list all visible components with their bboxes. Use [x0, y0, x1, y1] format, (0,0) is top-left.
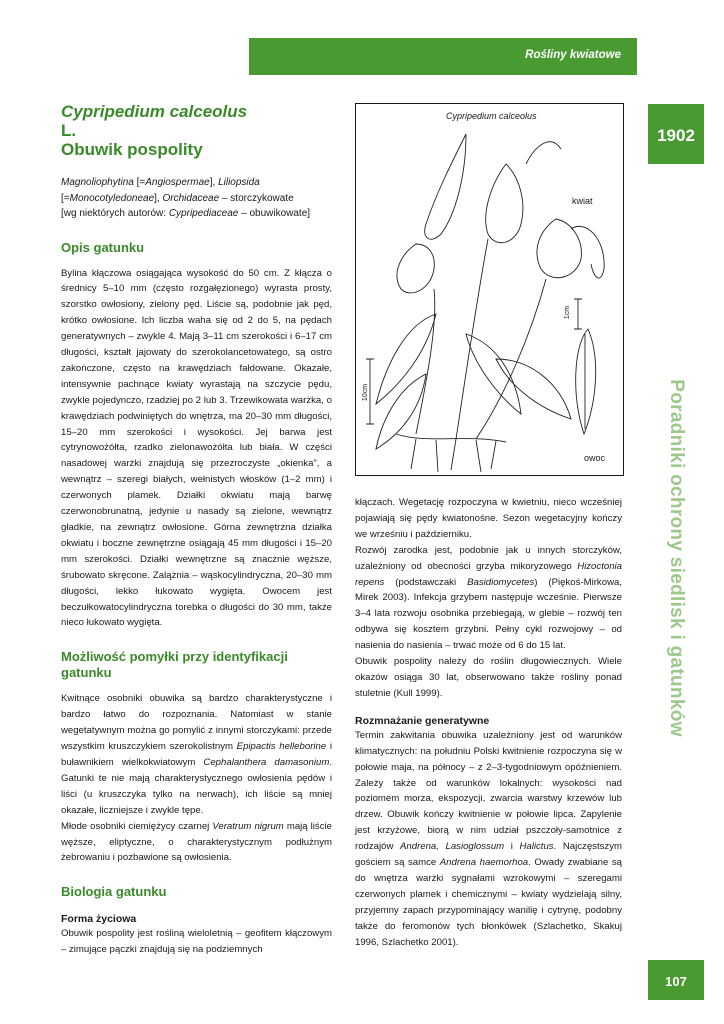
tax-part: – storczykowate [219, 192, 294, 204]
taxonomy [61, 175, 332, 222]
species-code: 1902 [657, 126, 695, 145]
heading-rozmnazanie: Rozmnażanie generatywne [355, 714, 490, 727]
text-run: i buławnikiem wielkokwiatowym [61, 741, 332, 768]
heading-biologia: Biologia gatunku [61, 884, 167, 900]
scale-1cm: 1cm [564, 305, 572, 320]
orchid-drawing [356, 104, 623, 475]
tax-part: [= [133, 177, 146, 188]
polish-name: Obuwik pospolity [61, 140, 203, 159]
left-column [61, 102, 332, 958]
right-paragraph-3: Obuwik pospolity należy do roślin długowiecznych. Wiele okazów osiąga 30 lat, obserwowano także rośliny ponad stuletnie (Kull 1999). [355, 656, 622, 699]
pomylka-paragraph-2 [61, 819, 332, 867]
tax-part: [wg niektórych autorów: [61, 208, 169, 219]
text-run: . Owady zwabiane są do wnętrza warżki sygnałami wzrokowymi – szeregami czerwonych plamek i chemicznymi – kwiaty wydzielają silny, przyjemny zapach przypominający wanilię i cytrynę, podobny także do feromonów tych błonkówek (Szlachetko, Skakuj 1996, Szlachetko 2001). [355, 857, 623, 948]
series-title-vertical: Poradniki ochrony siedlisk i gatunków [666, 379, 687, 737]
text-run: ) (Piękoś-Mirkowa, Mirek 2003). Infekcja grzybem następuje wcześnie. Pierwsze 3–4 lata rozwoju osobnika przebiegają, w glebie – rozwój ten odbywa się kosztem grzybni. Pełny cykl rozwojowy – od nasienia do nasienia – trwać może od 6 do 15 lat. [355, 576, 622, 652]
text-run: Termin zakwitania obuwika uzależniony jest od warunków klimatycznych: na południu Polski kwitnienie rozpoczyna się w połowie maja, na północy – z 2–3-tygodniowym opóźnieniem. Zależy także od warunków lokalnych: wysokości nad poziomem morza, ekspozycji, zwarcia warstwy krzewów lub drzew. Obuwik kończy kwitnienie w połowie lipca. Zapylenie jest krzyżowe, biorą w nim udział pszczoły-samotnice z rodzajów [355, 729, 622, 853]
species-code-tab [648, 104, 704, 164]
tax-part: [= [61, 192, 70, 204]
heading-opis: Opis gatunku [61, 239, 145, 255]
text-run: Basidiomycetes [467, 576, 535, 588]
plant-illustration [355, 103, 624, 476]
tax-part: Liliopsida [218, 177, 260, 188]
text-run: Młode osobniki ciemiężycy czarnej [61, 820, 213, 832]
tax-part: ], [209, 177, 219, 188]
text-run: mają liście węższe, eliptyczne, o charakterystycznym podłużnym żebrowaniu i pozbawione są owłosienia. [61, 820, 332, 864]
tax-part: Angiospermae [145, 177, 210, 188]
text-run: Veratrum nigrum [212, 820, 284, 832]
section-title: Rośliny kwiatowe [525, 49, 621, 61]
text-run: Hizoctonia repens [355, 560, 622, 588]
page-number: 107 [665, 974, 687, 989]
pomylka-paragraph-1 [61, 691, 332, 818]
text-run: Andrena, Lasioglossum [399, 841, 505, 853]
right-paragraph-2 [355, 543, 622, 654]
text-run: Kwitnące osobniki obuwika są bardzo charakterystyczne i bardzo łatwo do rozpoznania. Natomiast w stanie wegetatywnym można go pomylić z innymi storczykami: przede wszystkim kruszczykiem szerokolistnym [61, 693, 332, 753]
latin-name: Cypripedium calceolus [61, 102, 248, 121]
text-run: . Gatunki te nie mają charakterystycznego owłosienia pędów i liści (u kruszczyka tylko na nerwach), ich liście są mniej okazałe, liczniejsze i zwykle tępe. [61, 756, 332, 816]
right-column [355, 495, 622, 950]
text-run: i [504, 841, 520, 853]
text-run: Halictus [519, 841, 554, 853]
forma-text: Obuwik pospolity jest rośliną wieloletnią – geofitem kłączowym – zimujące pączki znajdują się na podziemnych [61, 928, 332, 956]
page-number-box [648, 960, 704, 1000]
text-run: Andrena haemorhoa [439, 857, 529, 869]
label-kwiat: kwiat [572, 196, 593, 206]
tax-part: – obuwikowate] [238, 208, 311, 219]
tax-part: Cypripediaceae [168, 208, 239, 219]
species-title [61, 102, 332, 159]
heading-forma: Forma życiowa [61, 913, 137, 926]
section-header-bar [249, 38, 637, 75]
text-run: (podstawczaki [384, 576, 468, 588]
figure-title: Cypripedium calceolus [446, 111, 537, 121]
right-paragraph-1: kłączach. Wegetację rozpoczyna w kwietniu, nieco wcześniej pojawiają się pędy kwiatonośne. Sezon wegetacyjny kończy we wrześniu i październiku. [355, 497, 622, 540]
author: L. [61, 121, 77, 140]
text-run: Rozwój zarodka jest, podobnie jak u innych storczyków, uzależniony od obecności grzyba mikoryzowego [355, 544, 622, 572]
label-owoc: owoc [584, 453, 606, 463]
tax-part: ], [154, 192, 163, 204]
scale-10cm: 10cm [362, 383, 370, 402]
tax-part: Monocotyledoneae [69, 192, 155, 204]
heading-pomylka: Możliwość pomyłki przy identyfikacji gatunku [61, 649, 288, 681]
text-run: Cephalanthera damasonium [203, 756, 330, 768]
tax-part: Magnoliophytina [61, 177, 134, 188]
tax-part: Orchidaceae [162, 192, 220, 204]
opis-text: Bylina kłączowa osiągająca wysokość do 50 cm. Z kłącza o średnicy 5–10 mm (często rozgałęzionego) wyrasta prosty, szorstko owłosiony, zielony pęd. Liście są, podobnie jak pęd, krótko owłosione. Ich liczba waha się od 2 do 5, na pędach generatywnych – zwykle 4. Mają 3–11 cm szerokości i 6–17 cm długości, kształt jajowaty do szerokolancetowatego, są ostro zakończone, często na krawędziach fałdowane. Okazałe, intensywnie pachnące kwiaty wyrastają na szczycie pędu, zwykle pojedynczo, rzadziej po 2 lub 3. Trzewikowata warżka, o krawędziach podwiniętych do wnętrza, ma 20–30 mm długości, 15–20 mm szerokości i wysokości. Jej barwa jest cytrynowożółta, rzadko zielonawożółta lub biała. W części nasadowej warżki znajdują się przezroczyste „okienka", a wewnątrz – szeregi białych, wełnistych włosków (1–2 mm) i czerwonych plamek. Działki okwiatu mają barwę czerwonobrunatną, jedynie u nasady są zielone, wewnątrz gładkie, na zewnątrz owłosione. Górna zewnętrzna działka okwiatu i boczne zewnętrzne osiągają 45 mm długości i 15–20 mm szerokości. Działki wewnętrzne są znacznie węższe, śrubowato skręcone. Zalążnia – wąskocylindryczna, 20–30 mm długości, lekko łukowato wygięta. Owocem jest beczułkowatocylindryczna torebka o długości do 30 mm, także nieco łukowato wygięta. [61, 267, 332, 629]
rozmnazanie-text [355, 728, 622, 951]
text-run: Epipactis helleborine [236, 741, 327, 753]
text-run: . Najczęstszym gościem są samce [355, 841, 623, 869]
